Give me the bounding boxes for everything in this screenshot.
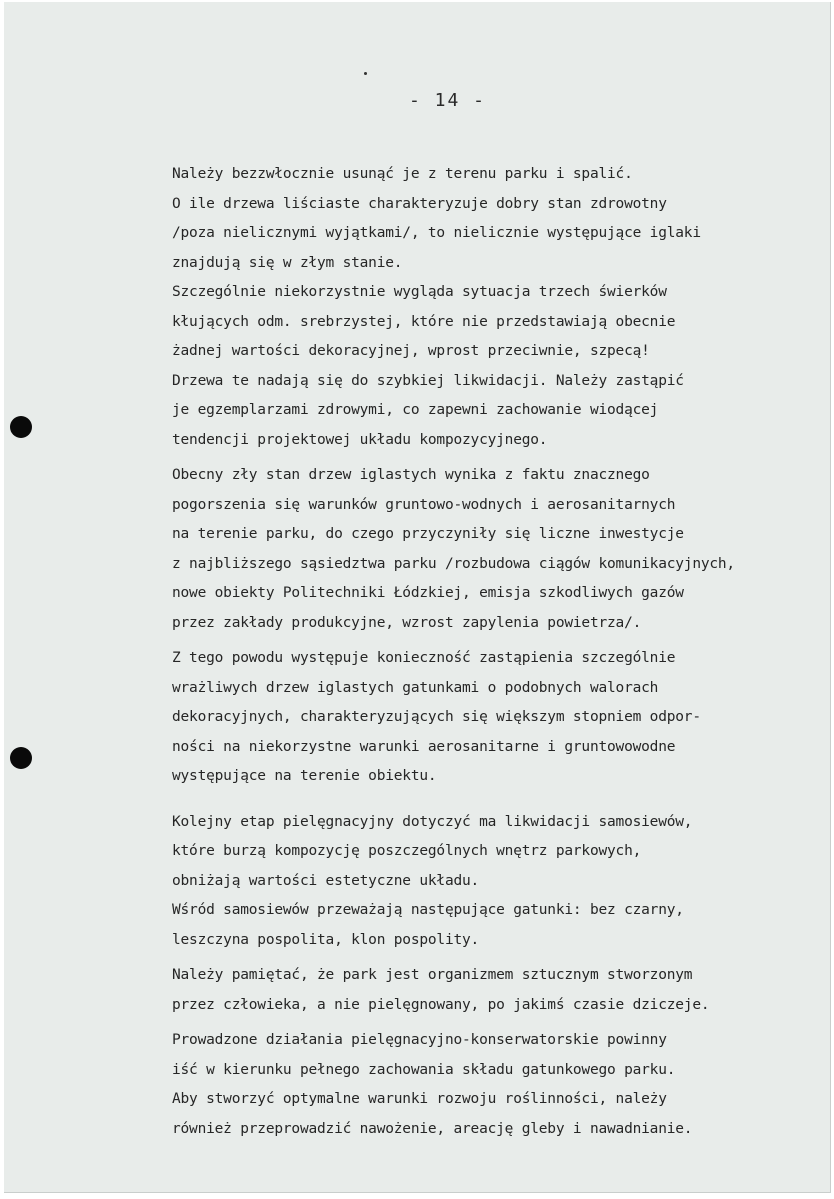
text-line: obniżają wartości estetyczne układu. <box>172 872 480 889</box>
text-line: również przeprowadzić nawożenie, areację gleby i nawadnianie. <box>172 1120 693 1137</box>
text-line: Szczególnie niekorzystnie wygląda sytuacja trzech świerków <box>172 284 667 300</box>
text-line: Kolejny etap pielęgnacyjny dotyczyć ma likwidacji samosiewów, <box>172 813 693 830</box>
text-line: /poza nielicznymi wyjątkami/, to nielicznie występujące iglaki <box>172 225 701 241</box>
paragraph <box>172 961 831 1020</box>
text-line: Wśród samosiewów przeważają następujące gatunki: bez czarny, <box>172 902 684 918</box>
punch-hole <box>10 747 32 769</box>
text-line: występujące na terenie obiektu. <box>172 768 437 784</box>
paragraph <box>172 160 831 455</box>
paper-speck <box>364 72 367 75</box>
text-line: Aby stworzyć optymalne warunki rozwoju roślinności, należy <box>172 1091 667 1107</box>
page-number: - 14 - <box>409 90 487 111</box>
text-line: O ile drzewa liściaste charakteryzuje dobry stan zdrowotny <box>172 195 667 212</box>
text-line: dekoracyjnych, charakteryzujących się większym stopniem odpor- <box>172 709 701 725</box>
text-line: żadnej wartości dekoracyjnej, wprost przeciwnie, szpecą! <box>172 343 650 359</box>
paragraph <box>172 461 831 638</box>
text-line: przez zakłady produkcyjne, wzrost zapylenia powietrza/. <box>172 614 642 631</box>
paragraph <box>172 1026 831 1144</box>
text-line: z najbliższego sąsiedztwa parku /rozbudowa ciągów komunikacyjnych, <box>172 555 735 572</box>
text-line: Należy pamiętać, że park jest organizmem sztucznym stworzonym <box>172 967 693 983</box>
text-line: leszczyna pospolita, klon pospolity. <box>172 931 480 948</box>
punch-hole <box>10 416 32 438</box>
text-line: wrażliwych drzew iglastych gatunkami o podobnych walorach <box>172 679 659 696</box>
text-line: Należy bezzwłocznie usunąć je z terenu parku i spalić. <box>172 166 633 182</box>
paragraph <box>172 644 831 792</box>
text-line: Obecny zły stan drzew iglastych wynika z faktu znacznego <box>172 467 650 483</box>
text-line: przez człowieka, a nie pielęgnowany, po jakimś czasie dziczeje. <box>172 996 710 1013</box>
text-line: Drzewa te nadają się do szybkiej likwidacji. Należy zastąpić <box>172 372 684 389</box>
paragraph <box>172 808 831 956</box>
text-line: znajdują się w złym stanie. <box>172 254 403 271</box>
text-line: pogorszenia się warunków gruntowo-wodnych i aerosanitarnych <box>172 496 676 513</box>
text-line: Z tego powodu występuje konieczność zastąpienia szczególnie <box>172 650 676 666</box>
text-line: je egzemplarzami zdrowymi, co zapewni zachowanie wiodącej <box>172 402 659 418</box>
text-line: iść w kierunku pełnego zachowania składu gatunkowego parku. <box>172 1061 676 1078</box>
text-line: na terenie parku, do czego przyczyniły się liczne inwestycje <box>172 526 684 542</box>
text-line: kłujących odm. srebrzystej, które nie przedstawiają obecnie <box>172 313 676 330</box>
text-line: które burzą kompozycję poszczególnych wnętrz parkowych, <box>172 843 642 859</box>
text-line: ności na niekorzystne warunki aerosanitarne i gruntowowodne <box>172 738 676 755</box>
body-text <box>172 160 831 1150</box>
text-line: Prowadzone działania pielęgnacyjno-konserwatorskie powinny <box>172 1032 667 1048</box>
text-line: tendencji projektowej układu kompozycyjnego. <box>172 431 548 448</box>
text-line: nowe obiekty Politechniki Łódzkiej, emisja szkodliwych gazów <box>172 585 684 601</box>
typewritten-page <box>4 2 831 1193</box>
